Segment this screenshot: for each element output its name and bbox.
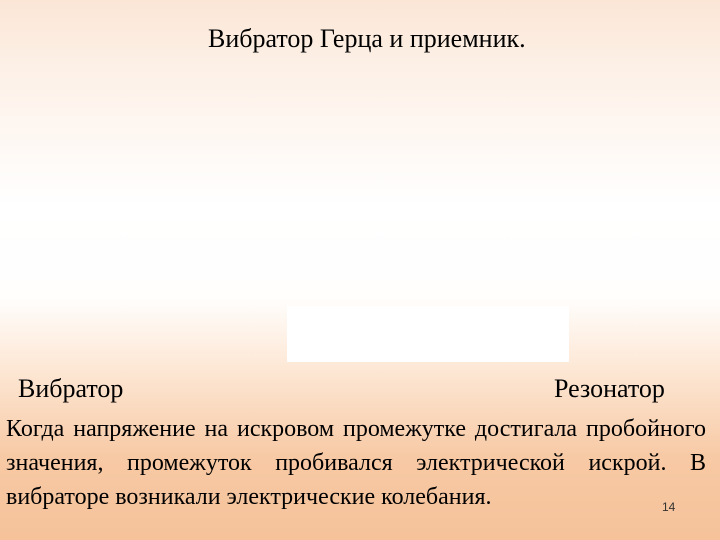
slide-title: Вибратор Герца и приемник. (208, 24, 526, 53)
image-placeholder (287, 306, 569, 362)
page-number: 14 (662, 500, 676, 514)
vibrator-label: Вибратор (18, 374, 124, 403)
body-paragraph: Когда напряжение на искровом промежутке достигала пробойного значения, промежуток пробивался электрической искрой. В вибраторе возникали электрические колебания. (6, 416, 706, 510)
resonator-label: Резонатор (554, 374, 665, 403)
